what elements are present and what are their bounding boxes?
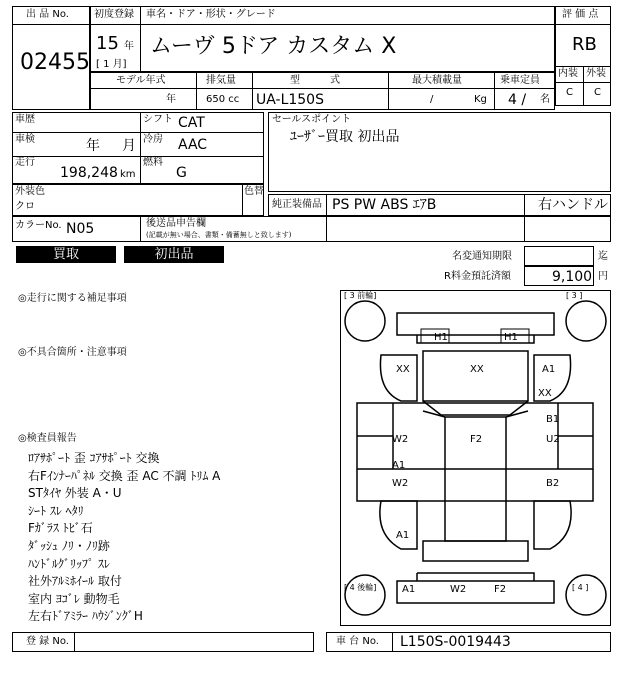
- interior-label: 内装: [558, 68, 578, 79]
- year-unit: 年: [124, 41, 134, 52]
- mark-a1-rear: A1: [402, 584, 416, 595]
- lot-number: 02455: [20, 50, 90, 75]
- displacement-value: 650 cc: [206, 94, 240, 105]
- history-label: 車歴: [15, 114, 35, 125]
- name-change-field: [524, 246, 594, 266]
- damage-diagram: [340, 290, 611, 626]
- exterior-color-value: クロ: [15, 201, 35, 212]
- color-change-label: 色替: [244, 186, 264, 197]
- max-load-sep: /: [430, 94, 434, 105]
- recycle-fee: 9,100: [552, 269, 593, 285]
- first-reg-month: [ 1 月]: [96, 59, 127, 70]
- color-no-box: [12, 216, 611, 242]
- inspector-line: ﾊﾝﾄﾞﾙｸﾞﾘｯﾌﾟ ｽﾚ: [28, 556, 110, 571]
- inspection-label: 車検: [15, 134, 35, 145]
- mark-w2-left: W2: [392, 434, 409, 445]
- grade-label: 評 価 点: [562, 9, 599, 20]
- details-left: [12, 112, 264, 184]
- mark-w2-rear: W2: [450, 584, 467, 595]
- exterior-grade: C: [594, 87, 601, 98]
- mileage-value: 198,248: [60, 165, 118, 181]
- max-load-label: 最大積載量: [412, 75, 462, 86]
- steering-value: 右ハンドル: [538, 197, 608, 213]
- mark-a1-left-mid: A1: [392, 460, 406, 471]
- lot-label: 出 品 No.: [26, 9, 69, 20]
- grade-value: RB: [572, 34, 597, 55]
- type-label: 型 式: [290, 75, 340, 86]
- inspector-line: 右Fｲﾝﾅｰﾊﾟﾈﾙ 交換 歪 AC 不調 ﾄﾘﾑ A: [28, 468, 221, 483]
- running-notes-heading: ◎走行に関する補足事項: [18, 293, 127, 304]
- mark-a1-left-low: A1: [396, 530, 410, 541]
- inspector-line: ﾀﾞｯｼｭ ﾉﾘ・ﾉﾘ跡: [28, 539, 110, 553]
- mark-f2-center: F2: [470, 434, 483, 445]
- ac-value: AAC: [178, 137, 208, 153]
- capacity-unit: 名: [540, 94, 550, 105]
- color-box: [12, 184, 264, 216]
- tag-first-listing: 初出品: [124, 246, 224, 263]
- ac-label: 冷房: [143, 134, 163, 145]
- inspector-line: ｼｰﾄ ｽﾚ ﾍﾀﾘ: [28, 503, 84, 518]
- inspector-heading: ◎検査員報告: [18, 433, 77, 444]
- equipment-value: PS PW ABS ｴｱB: [332, 197, 437, 213]
- inspector-line: 左右ﾄﾞｱﾐﾗｰ ﾊｳｼﾞﾝｸﾞH: [28, 609, 143, 624]
- color-no-value: N05: [66, 221, 95, 237]
- name-change-label: 名変通知期限: [452, 251, 512, 262]
- equipment-label: 純正装備品: [272, 199, 322, 210]
- capacity-label: 乗車定員: [500, 75, 540, 86]
- sales-point-value: ﾕｰｻﾞｰ買取 初出品: [290, 129, 400, 145]
- mark-xx-left: XX: [396, 364, 410, 375]
- mark-h1-left: H1: [434, 332, 448, 343]
- shift-label: シフト: [143, 114, 173, 125]
- inspection-month-unit: 月: [122, 138, 136, 154]
- name-change-unit: 迄: [598, 251, 608, 262]
- exterior-color-label: 外装色: [15, 186, 45, 197]
- defect-notes-heading: ◎不具合箇所・注意事項: [18, 347, 127, 358]
- mark-xx-right: XX: [538, 388, 552, 399]
- mark-f2-rear: F2: [494, 584, 507, 595]
- exterior-label: 外装: [586, 68, 606, 79]
- sales-point-label: セールスポイント: [272, 114, 352, 125]
- chassis-value: L150S-0019443: [400, 634, 511, 650]
- inspector-line: Fｶﾞﾗｽ ﾄﾋﾞ石: [28, 521, 93, 536]
- tag-buyback: 買取: [16, 246, 116, 263]
- fuel-value: G: [176, 165, 187, 181]
- inspector-line: ﾛｱｻﾎﾟｰﾄ 歪 ｺｱｻﾎﾟｰﾄ 交換: [28, 451, 160, 465]
- corner-front-right: [ 3 ]: [566, 291, 583, 300]
- mark-u2: U2: [546, 434, 560, 445]
- displacement-label: 排気量: [206, 75, 236, 86]
- color-no-label: カラーNo.: [15, 220, 62, 231]
- mark-w2-left-mid: W2: [392, 478, 409, 489]
- mark-b2: B2: [546, 478, 560, 489]
- fuel-label: 燃料: [143, 157, 163, 168]
- corner-front-left: [ 3 前輪]: [344, 291, 377, 300]
- inspection-year-unit: 年: [86, 138, 100, 154]
- mileage-label: 走行: [15, 157, 35, 168]
- mark-xx-center: XX: [470, 364, 484, 375]
- capacity-value: 4 /: [508, 92, 527, 108]
- mark-h1-right: H1: [504, 332, 518, 343]
- type-value: UA-L150S: [256, 92, 324, 108]
- mark-a1-right-top: A1: [542, 364, 556, 375]
- first-reg-year: 15: [96, 33, 119, 54]
- recycle-label: R料金預託済額: [444, 271, 511, 282]
- interior-grade: C: [566, 87, 573, 98]
- corner-rear-left: [ 4 後輪]: [344, 583, 377, 592]
- chassis-label: 車 台 No.: [336, 636, 379, 647]
- doc-note: (記載が無い場合、書類・備蓄無しと致します): [146, 231, 292, 239]
- reg-label: 登 録 No.: [26, 636, 69, 647]
- mark-b1: B1: [546, 414, 560, 425]
- car-outline-icon: [341, 291, 610, 625]
- inspector-line: STﾀｲﾔ 外装 A・U: [28, 486, 122, 501]
- recycle-unit: 円: [598, 271, 608, 282]
- doc-label: 後送品申告欄: [146, 218, 206, 229]
- inspector-line: 室内 ﾖｺﾞﾚ 動物毛: [28, 591, 120, 606]
- model-year-unit: 年: [166, 94, 176, 105]
- name-label: 車名・ドア・形状・グレード: [146, 9, 276, 20]
- inspector-line: 社外ｱﾙﾐﾎｲｰﾙ 取付: [28, 574, 122, 589]
- model-year-label: モデル年式: [116, 75, 166, 86]
- first-reg-label: 初度登録: [94, 9, 134, 20]
- corner-rear-right: [ 4 ]: [572, 583, 589, 592]
- shift-value: CAT: [178, 115, 205, 131]
- max-load-unit: Kg: [474, 94, 487, 105]
- car-name: ムーヴ 5ドア カスタム X: [150, 34, 397, 59]
- mileage-unit: km: [120, 169, 136, 180]
